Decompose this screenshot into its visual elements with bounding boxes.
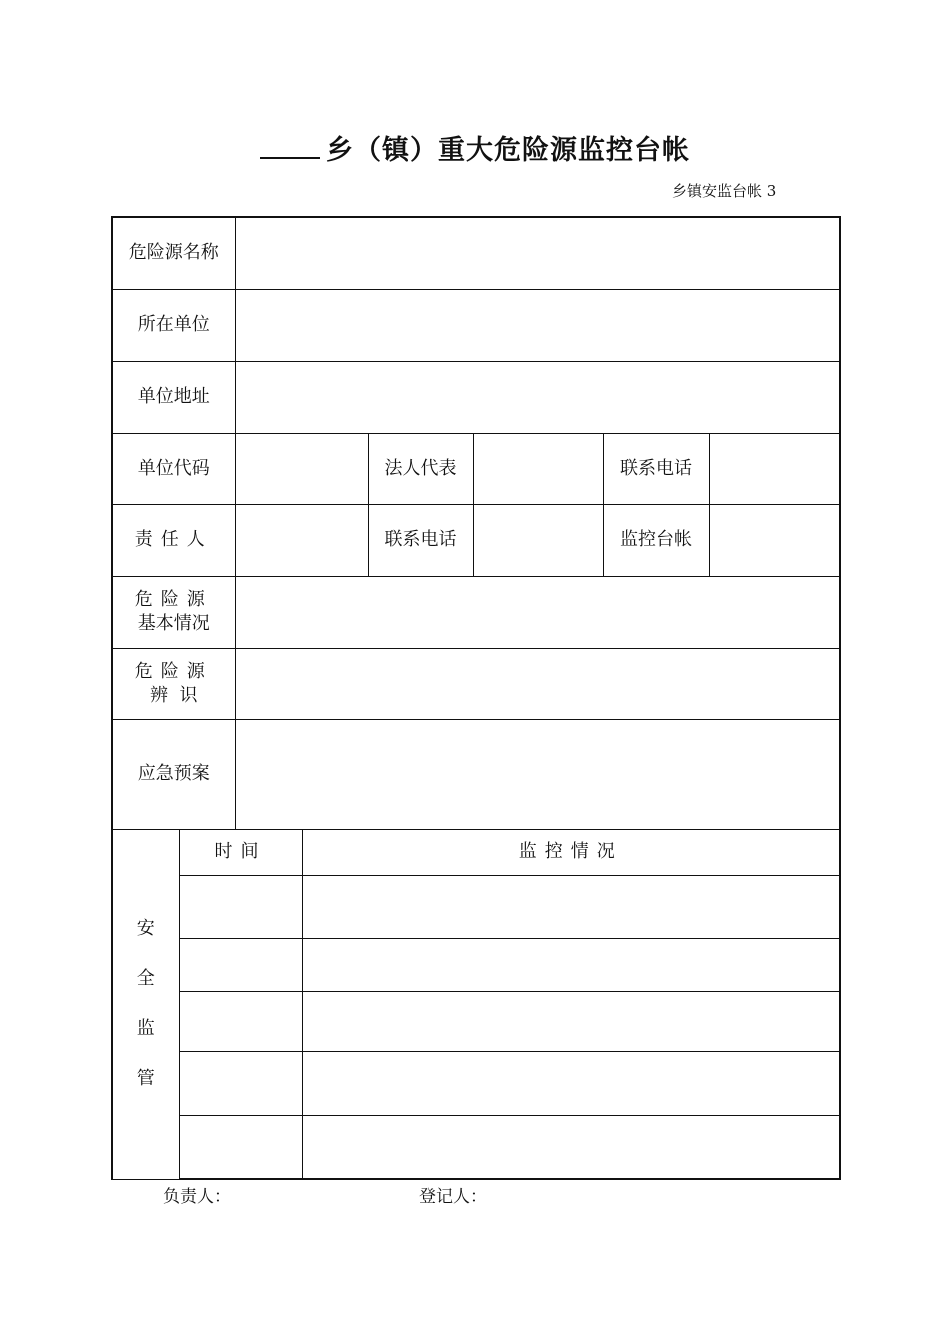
time-cell-4[interactable]: [179, 1051, 302, 1115]
label-hazard-name: 危险源名称: [112, 217, 235, 289]
value-emergency-plan[interactable]: [235, 719, 840, 829]
status-cell-5[interactable]: [302, 1115, 840, 1179]
status-cell-3[interactable]: [302, 991, 840, 1051]
row-unit-code: [112, 433, 840, 504]
value-legal-rep[interactable]: [473, 433, 603, 504]
label-basic-line2: 基本情况: [137, 613, 210, 634]
label-phone-1: 联系电话: [603, 433, 709, 504]
row-basic-situation: [112, 576, 840, 648]
table-row: [112, 991, 840, 1051]
safety-char-4: 管: [136, 1068, 155, 1089]
row-emergency-plan: [112, 719, 840, 829]
time-cell-5[interactable]: [179, 1115, 302, 1179]
label-address: 单位地址: [112, 361, 235, 433]
value-monitor-ledger[interactable]: [709, 504, 840, 576]
value-responsible[interactable]: [235, 504, 368, 576]
status-cell-4[interactable]: [302, 1051, 840, 1115]
value-phone-1[interactable]: [709, 433, 840, 504]
label-basic-line1: 危险源: [134, 589, 213, 610]
time-cell-3[interactable]: [179, 991, 302, 1051]
row-identification: [112, 648, 840, 719]
row-unit: [112, 289, 840, 361]
value-identification[interactable]: [235, 648, 840, 719]
value-phone-2[interactable]: [473, 504, 603, 576]
safety-char-1: 安: [136, 918, 155, 939]
time-cell-1[interactable]: [179, 875, 302, 938]
value-address[interactable]: [235, 361, 840, 433]
label-unit-code: 单位代码: [112, 433, 235, 504]
value-unit[interactable]: [235, 289, 840, 361]
safety-char-3: 监: [136, 1018, 155, 1039]
label-ident-line2: 辨 识: [150, 684, 198, 706]
time-cell-2[interactable]: [179, 938, 302, 991]
status-cell-1[interactable]: [302, 875, 840, 938]
row-responsible: [112, 504, 840, 576]
label-monitor-ledger: 监控台帐: [603, 504, 709, 576]
footer-person-in-charge: 负责人：: [163, 1187, 231, 1207]
value-hazard-name[interactable]: [235, 217, 840, 289]
label-legal-rep: 法人代表: [368, 433, 473, 504]
table-row: [112, 875, 840, 938]
hazard-ledger-table: [111, 216, 841, 1180]
row-address: [112, 361, 840, 433]
label-unit: 所在单位: [112, 289, 235, 361]
status-cell-2[interactable]: [302, 938, 840, 991]
title-text: 乡（镇）重大危险源监控台帐: [326, 135, 690, 166]
header-time: 时间: [179, 829, 302, 875]
row-hazard-name: [112, 217, 840, 289]
form-number: 乡镇安监台帐 3: [672, 182, 777, 200]
table-row: [112, 1115, 840, 1179]
label-basic-situation: [112, 576, 235, 648]
label-phone-2: 联系电话: [368, 504, 473, 576]
label-responsible: 责任人: [112, 504, 235, 576]
label-emergency-plan: 应急预案: [112, 719, 235, 829]
table-row: [112, 938, 840, 991]
page-title: [0, 128, 950, 167]
town-name-blank: [260, 155, 320, 159]
header-monitoring-status: 监控情况: [302, 829, 840, 875]
value-basic-situation[interactable]: [235, 576, 840, 648]
label-ident-line1: 危险源: [134, 660, 213, 682]
label-identification: [112, 648, 235, 719]
row-safety-header: [112, 829, 840, 875]
footer-registrar: 登记人：: [419, 1187, 487, 1207]
table-row: [112, 1051, 840, 1115]
label-safety-supervision: [112, 829, 179, 1179]
safety-char-2: 全: [136, 968, 155, 989]
value-unit-code[interactable]: [235, 433, 368, 504]
